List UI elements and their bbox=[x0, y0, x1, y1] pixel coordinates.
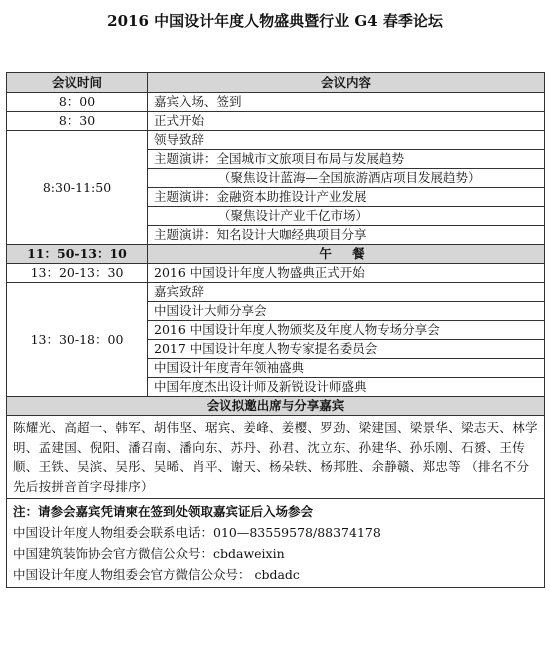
header-content: 会议内容 bbox=[148, 73, 545, 93]
block1-item: 主题演讲：金融资本助推设计产业发展 bbox=[148, 188, 545, 207]
row-content: 2016 中国设计年度人物盛典正式开始 bbox=[148, 264, 545, 283]
table-row bbox=[7, 112, 545, 131]
block2-item: 嘉宾致辞 bbox=[148, 283, 545, 302]
row-time: 8：30 bbox=[7, 112, 148, 131]
notes-cell bbox=[7, 499, 545, 588]
guests-title: 会议拟邀出席与分享嘉宾 bbox=[7, 397, 545, 416]
block2-item: 中国设计年度青年领袖盛典 bbox=[148, 359, 545, 378]
block1-item: （聚焦设计蓝海—全国旅游酒店项目发展趋势） bbox=[148, 169, 545, 188]
block1-time: 8:30-11:50 bbox=[7, 131, 148, 245]
block2-item: 中国年度杰出设计师及新锐设计师盛典 bbox=[148, 378, 545, 397]
block1-item: 主题演讲：全国城市文旅项目布局与发展趋势 bbox=[148, 150, 545, 169]
header-time: 会议时间 bbox=[7, 73, 148, 93]
attendance-note: 注：请参会嘉宾凭请柬在签到处领取嘉宾证后入场参会 bbox=[13, 504, 314, 519]
table-row bbox=[7, 131, 545, 150]
table-row bbox=[7, 283, 545, 302]
block1-item: 领导致辞 bbox=[148, 131, 545, 150]
row-content: 正式开始 bbox=[148, 112, 545, 131]
block1-item: （聚焦设计产业千亿市场） bbox=[148, 207, 545, 226]
contact-phone: 中国设计年度人物组委会联系电话：010—83559578/88374178 bbox=[13, 525, 381, 540]
row-time: 8：00 bbox=[7, 93, 148, 112]
block2-item: 2017 中国设计年度人物专家提名委员会 bbox=[148, 340, 545, 359]
agenda-table bbox=[6, 72, 545, 588]
page-title: 2016 中国设计年度人物盛典暨行业 G4 春季论坛 bbox=[107, 12, 443, 30]
wechat-committee: 中国设计年度人物组委会官方微信公众号： cbdadc bbox=[13, 567, 300, 582]
row-content: 嘉宾入场、签到 bbox=[148, 93, 545, 112]
guests-header-row bbox=[7, 397, 545, 416]
block1-item: 主题演讲：知名设计大咖经典项目分享 bbox=[148, 226, 545, 245]
block2-item: 中国设计大师分享会 bbox=[148, 302, 545, 321]
row-time: 13：20-13：30 bbox=[7, 264, 148, 283]
guests-row bbox=[7, 416, 545, 499]
block2-item: 2016 中国设计年度人物颁奖及年度人物专场分享会 bbox=[148, 321, 545, 340]
lunch-row bbox=[7, 245, 545, 264]
guests-list: 陈耀光、高超一、韩军、胡伟坚、琚宾、姜峰、姜樱、罗劲、梁建国、梁景华、梁志天、林学明、孟建国、倪阳、潘召南、潘向东、苏丹、孙君、沈立东、孙建华、孙乐刚、石赟、王传顺、王铁、吴滨、吴彤、吴晞、肖平、谢天、杨朵轶、杨邦胜、余静赣、郑忠等 （排名不分先后按拼音首字母排序） bbox=[7, 416, 545, 499]
table-row bbox=[7, 264, 545, 283]
lunch-label: 午 餐 bbox=[148, 245, 545, 264]
table-row bbox=[7, 93, 545, 112]
table-header-row bbox=[7, 73, 545, 93]
lunch-time: 11：50-13：10 bbox=[7, 245, 148, 264]
wechat-association: 中国建筑装饰协会官方微信公众号：cbdaweixin bbox=[13, 546, 285, 561]
notes-row bbox=[7, 499, 545, 588]
block2-time: 13：30-18：00 bbox=[7, 283, 148, 397]
